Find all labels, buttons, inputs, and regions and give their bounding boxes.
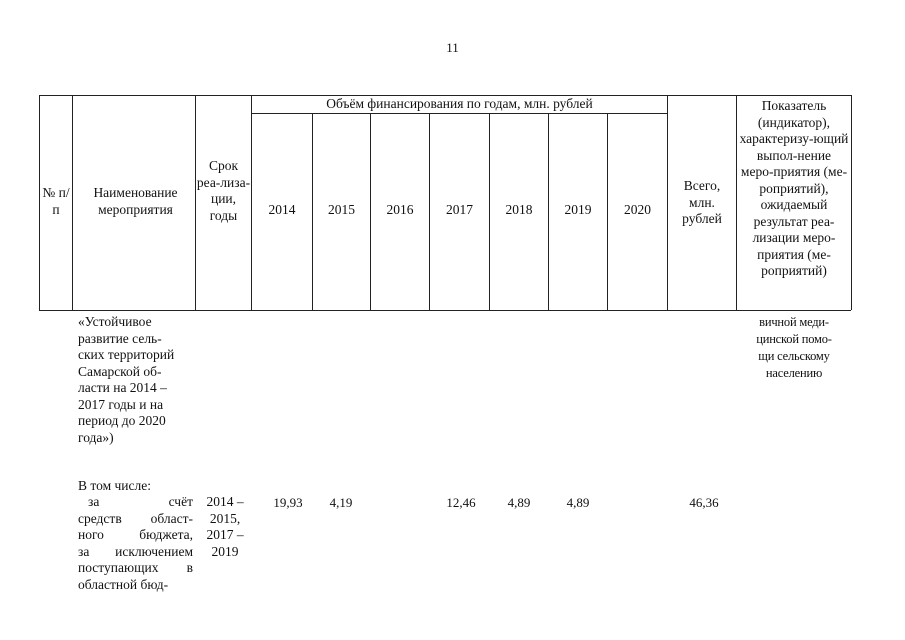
term-line: 2017 – [206,527,244,542]
funding-source-line: средств област- [78,510,193,526]
col-line [667,95,668,310]
program-name-line: развитие сель- [78,330,162,346]
implementation-term [197,494,253,560]
header-total: Всего, млн. рублей [682,178,722,226]
header-num: № п/п [42,185,70,217]
page-number: 11 [446,40,459,55]
header-year-2018: 2018 [505,202,533,217]
funding-source-line: ного бюджета, [78,527,193,542]
value-2017: 12,46 [446,495,476,510]
program-name-line: период до 2020 [78,413,166,428]
header-year-2020: 2020 [624,202,651,217]
col-line [72,95,73,310]
including-label: В том числе: [78,478,151,493]
indicator-continuation [738,314,850,382]
funding-source-line: областной бюд- [78,576,169,592]
program-name [78,314,194,446]
program-name-line: 2017 годы и на [78,396,164,412]
header-year-2015: 2015 [328,202,355,217]
program-name-line: года») [78,429,114,445]
funding-source-line: поступающих в [78,560,193,575]
value-2015: 4,19 [329,495,353,510]
program-name-line: ских территорий [78,347,175,362]
indicator-line: населению [765,366,823,380]
header-term: Срок реа-лиза-ции, годы [196,158,251,223]
indicator-line: цинской помо- [756,332,832,346]
indicator-line: щи сельскому [758,349,830,363]
indicator-line: вичной меди- [759,315,829,329]
program-name-line: Самарской об- [78,363,162,379]
program-name-line: «Устойчивое [78,314,152,329]
term-line: 2015, [209,510,241,526]
col-line [851,95,852,310]
funding-source-line: за счёт [88,494,193,509]
header-year-2016: 2016 [386,202,414,217]
col-line [736,95,737,310]
term-line: 2014 – [206,494,244,509]
value-2018: 4,89 [507,495,531,510]
term-line: 2019 [211,543,239,559]
funding-group-divider [251,113,667,114]
value-2014: 19,93 [273,495,303,510]
program-name-line: ласти на 2014 – [78,380,167,395]
header-bottom-border [39,310,851,311]
header-funding-group: Объём финансирования по годам, млн. рублей [326,96,593,111]
header-year-2017: 2017 [446,202,473,217]
header-year-2014: 2014 [268,202,296,217]
funding-source [78,494,193,593]
value-2019: 4,89 [566,495,590,510]
header-year-2019: 2019 [564,202,592,217]
header-name: Наименование мероприятия [93,185,178,217]
header-indicator: Показатель (индикатор), характеризу-ющий выпол-нение меро-приятия (ме-роприятий), ожидаемый результат реа-лизации меро-приятия (ме-роприятий) [739,98,849,278]
funding-source-line: за исключением [78,543,193,559]
value-total: 46,36 [689,495,719,510]
